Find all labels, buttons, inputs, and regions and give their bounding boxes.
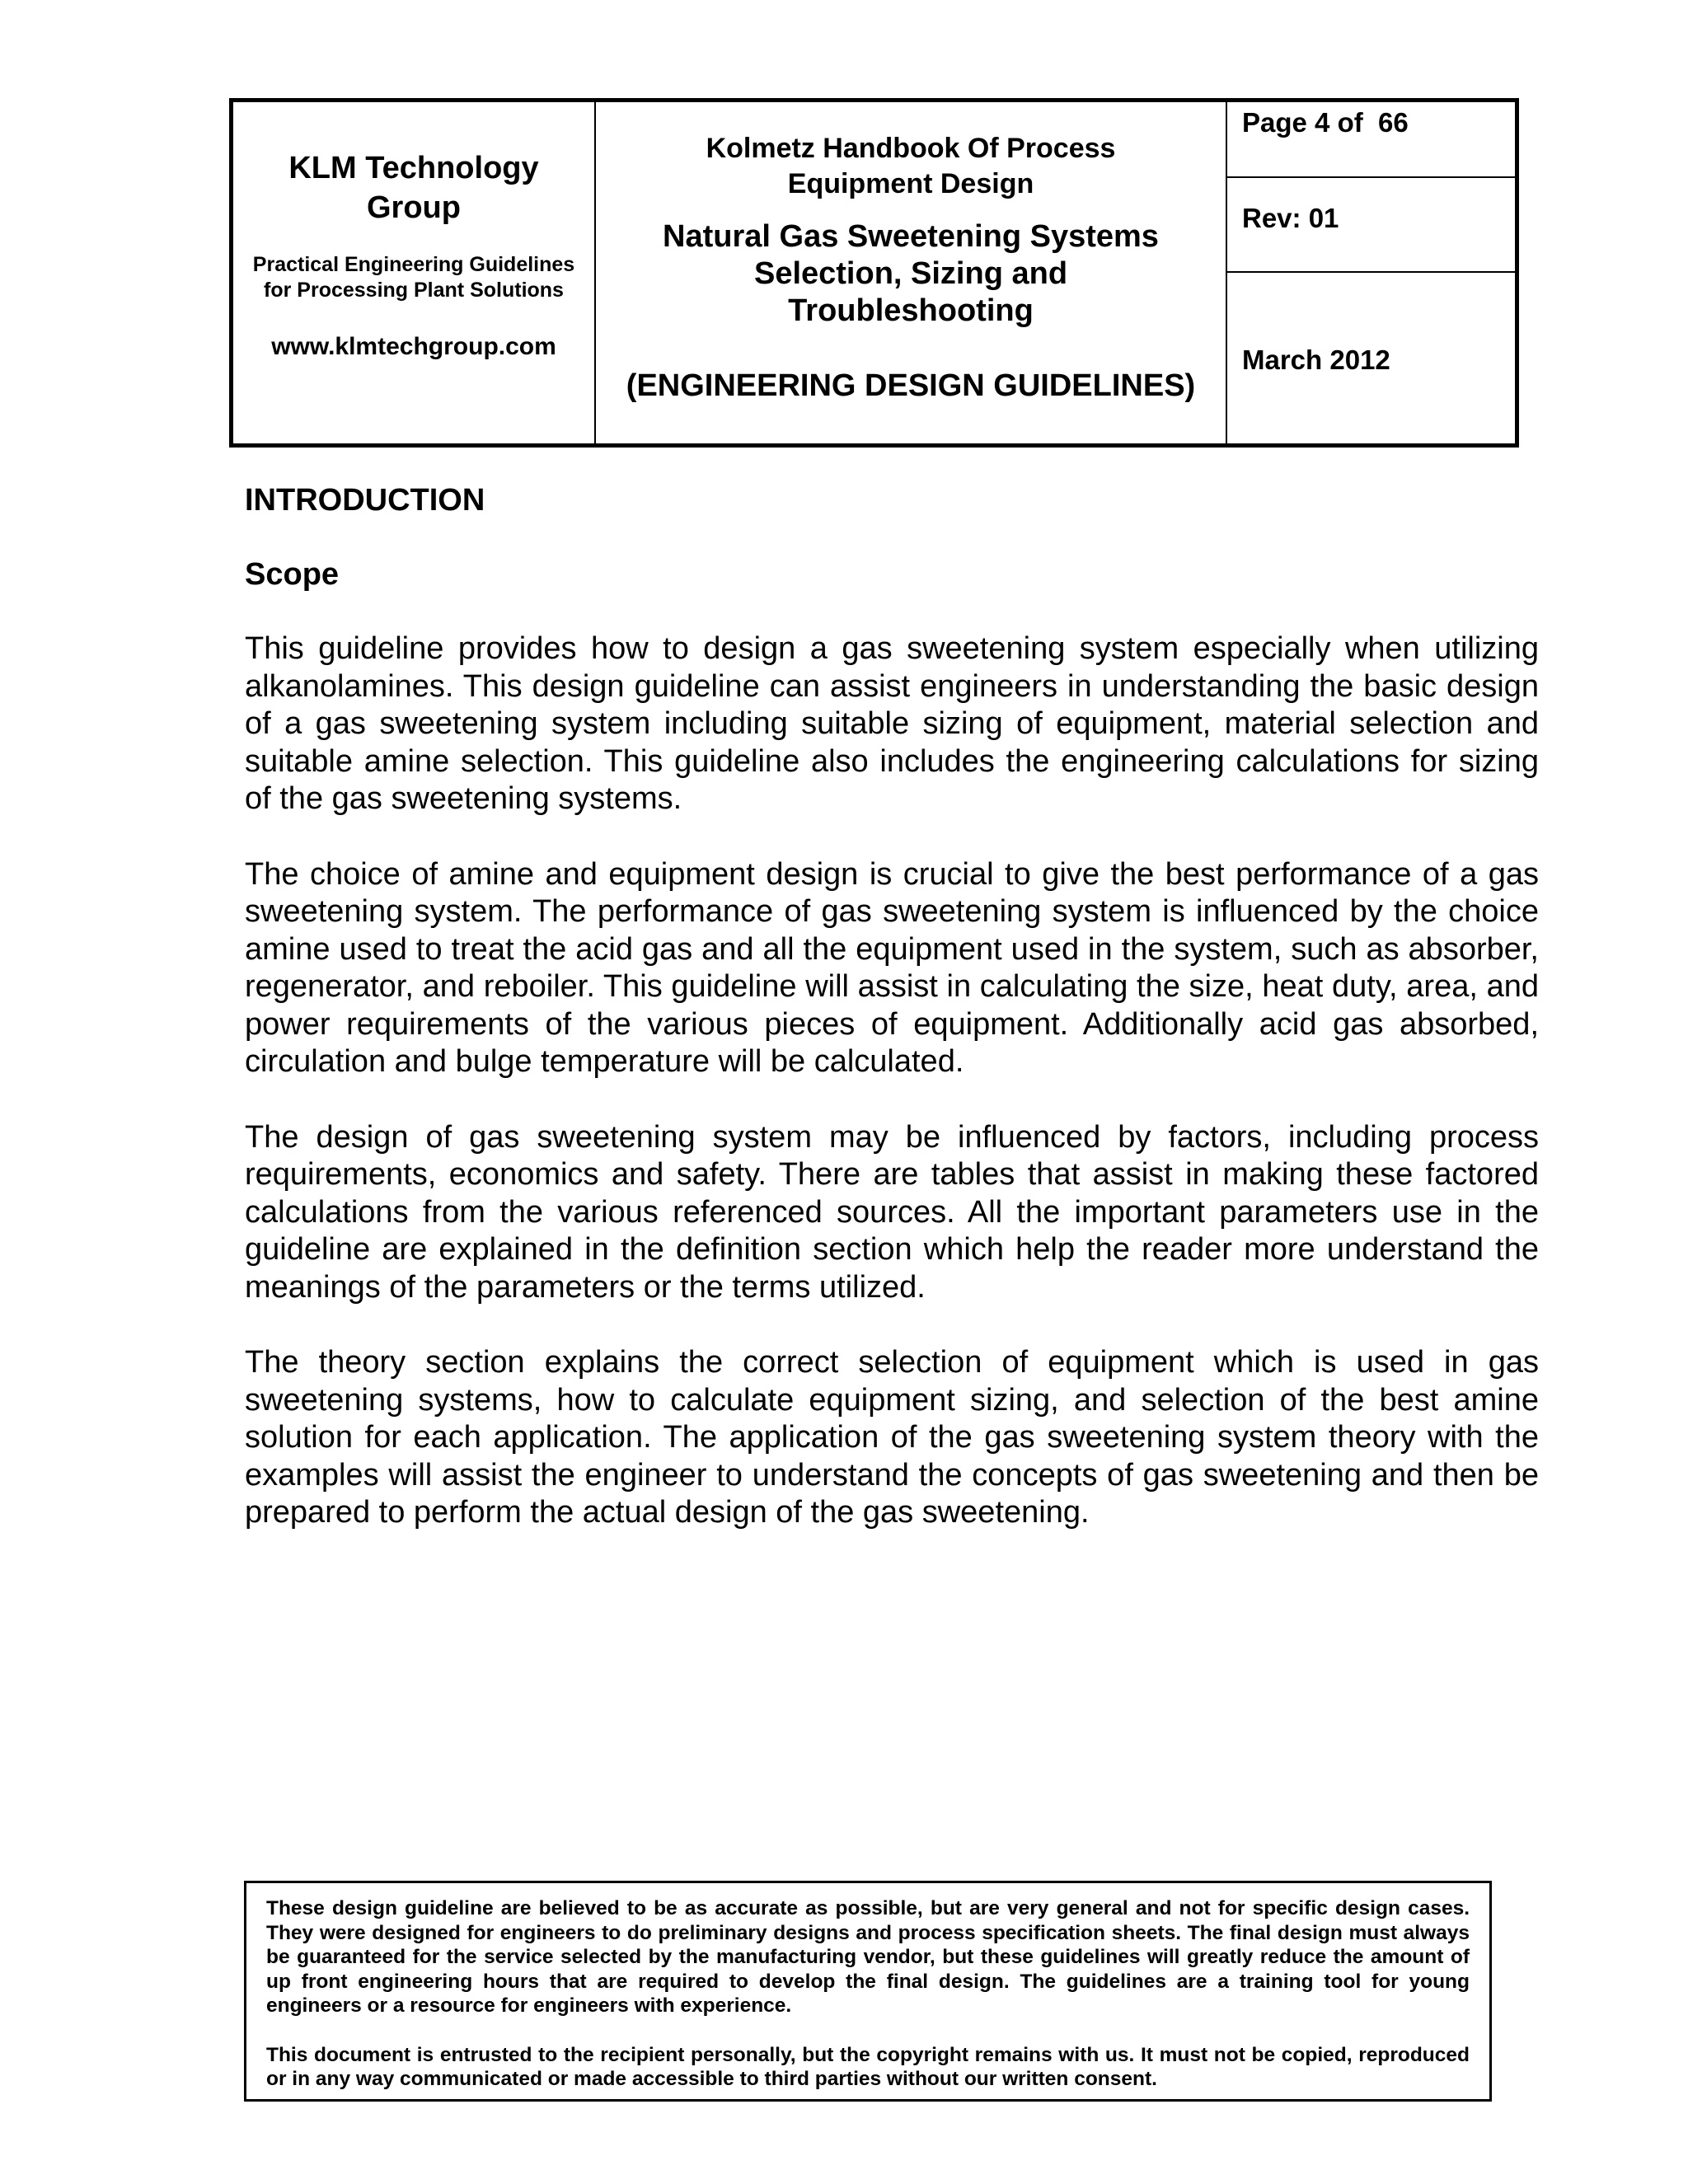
document-header	[229, 98, 1519, 448]
document-body	[245, 482, 1539, 1570]
header-company-cell	[233, 102, 596, 443]
body-paragraph: This guideline provides how to design a gas sweetening system especially when utilizing alkanolamines. This design guideline can assist engineers in understanding the basic design of a gas sweetening system including suitable sizing of equipment, material selection and suitable amine selection. This guideline also includes the engineering calculations for sizing of the gas sweetening systems.	[245, 631, 1539, 816]
document-title: Natural Gas Sweetening Systems Selection, Sizing and Troubleshooting	[663, 219, 1159, 328]
section-heading: INTRODUCTION	[245, 483, 485, 518]
document-date: March 2012	[1242, 344, 1390, 375]
disclaimer-box	[244, 1881, 1492, 2102]
header-meta-cell	[1227, 102, 1515, 443]
company-name: KLM Technology Group	[288, 151, 539, 225]
handbook-title: Kolmetz Handbook Of Process Equipment Design	[706, 133, 1116, 199]
guideline-type: (ENGINEERING DESIGN GUIDELINES)	[626, 368, 1196, 403]
copyright-notice: This document is entrusted to the recipient personally, but the copyright remains with us. It must not be copied, reproduced or in any way communicated or made accessible to third parties without our written consent.	[266, 2043, 1470, 2090]
company-tagline: Practical Engineering Guidelines for Processing Plant Solutions	[252, 253, 575, 302]
company-website: www.klmtechgroup.com	[271, 333, 556, 360]
subheading: Scope	[245, 557, 340, 592]
disclaimer-paragraph: These design guideline are believed to be as accurate as possible, but are very general and not for specific design cases. They were designed for engineers to do preliminary designs and process specification sheets. The final design must always be guaranteed for the service selected by the manufacturing vendor, but these guidelines will greatly reduce the amount of up front engineering hours that are required to develop the final design. The guidelines are a training tool for young engineers or a resource for engineers with experience.	[266, 1897, 1470, 2017]
body-paragraph: The choice of amine and equipment design is crucial to give the best performance of a gas sweetening system. The performance of gas sweetening system is influenced by the choice amine used to treat the acid gas and all the equipment used in the system, such as absorber, regenerator, and reboiler. This guideline will assist in calculating the size, heat duty, area, and power requirements of the various pieces of equipment. Additionally acid gas absorbed, circulation and bulge temperature will be calculated.	[245, 856, 1539, 1079]
body-paragraph: The design of gas sweetening system may be influenced by factors, including process requirements, economics and safety. There are tables that assist in making these factored calculations from the various referenced sources. All the important parameters use in the guideline are explained in the definition section which help the reader more understand the meanings of the parameters or the terms utilized.	[245, 1119, 1539, 1305]
page-info: Page 4 of 66	[1227, 102, 1515, 178]
body-paragraph: The theory section explains the correct selection of equipment which is used in gas sweetening systems, how to calculate equipment sizing, and selection of the best amine solution for each application. The application of the gas sweetening system theory with the examples will assist the engineer to understand the concepts of gas sweetening and then be prepared to perform the actual design of the gas sweetening.	[245, 1345, 1539, 1530]
header-title-cell	[596, 102, 1227, 443]
revision: Rev: 01	[1227, 178, 1515, 273]
